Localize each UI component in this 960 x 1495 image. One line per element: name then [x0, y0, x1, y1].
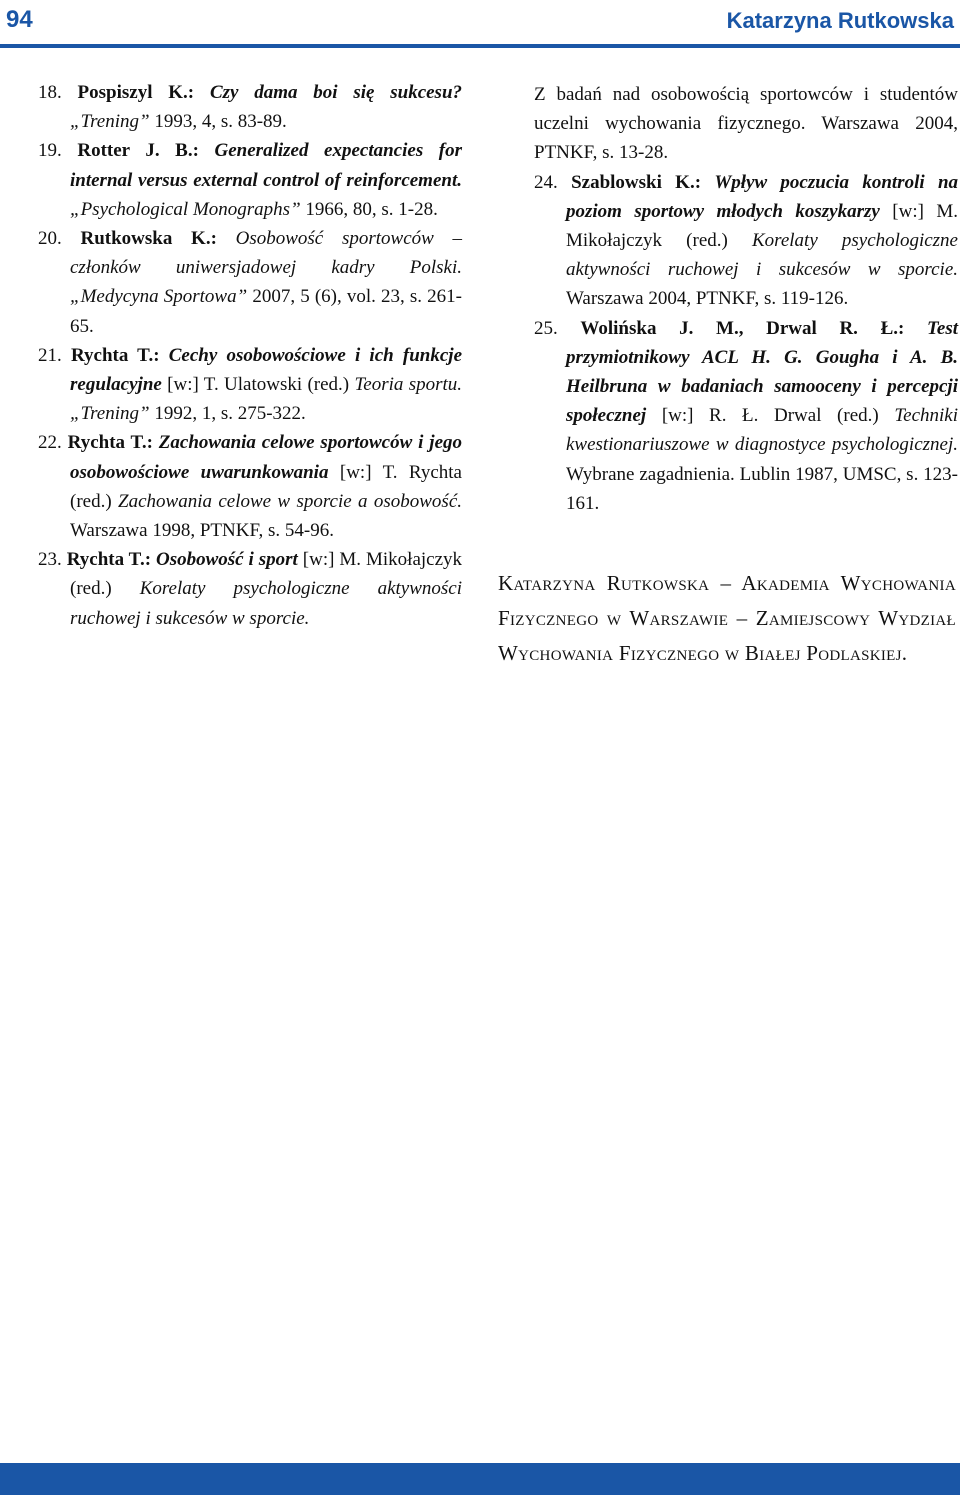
- ref-author: Wolińska J. M., Drwal R. Ł.:: [580, 317, 905, 339]
- reference-19: [38, 136, 462, 224]
- ref-title: Wpływ poczucia kontroli na poziom sportowy młodych koszykarzy: [566, 171, 959, 222]
- reference-24: [534, 168, 958, 314]
- ref-title: Generalized expectancies for internal versus external control of reinforcement.: [70, 140, 463, 191]
- ref-title: Osobowość i sport: [155, 549, 298, 571]
- ref-author: Rychta T.:: [66, 549, 152, 571]
- ref-book: Zachowania celowe w sporcie a osobowość.: [118, 490, 463, 512]
- reference-23-continued: [534, 80, 958, 168]
- ref-author: Pospiszyl K.:: [77, 82, 195, 103]
- ref-details: 1993, 4, s. 83-89.: [154, 111, 287, 133]
- ref-details: 1966, 80, s. 1-28.: [305, 198, 438, 220]
- ref-title: Zachowania celowe sportowców i jego osobowościowe uwarunkowania: [70, 432, 463, 483]
- page-header: [0, 0, 960, 48]
- ref-details: Wybrane zagadnienia. Lublin 1987, UMSC, s. 123-161.: [566, 463, 958, 514]
- ref-editor: [w:] T. Rychta (red.): [70, 461, 462, 512]
- ref-book: Teoria sportu.: [354, 374, 463, 396]
- ref-number: 19.: [38, 140, 62, 162]
- author-affiliation: Katarzyna Rutkowska – Akademia Wychowania Fizycznego w Warszawie – Zamiejscowy Wydział Wychowania Fizycznego w Białej Podlaskiej.: [498, 571, 956, 666]
- ref-number: 24.: [534, 171, 558, 193]
- running-head: Katarzyna Rutkowska: [726, 8, 954, 33]
- ref-title: Osobowość sportowców – członków uniwersjadowej kadry Polski.: [70, 228, 463, 279]
- ref-book: Korelaty psychologiczne aktywności ruchowej i sukcesów w sporcie.: [70, 578, 462, 629]
- ref-number: 20.: [38, 228, 62, 250]
- ref-author: Rychta T.:: [70, 344, 160, 366]
- page-number: 94: [6, 6, 33, 33]
- ref-book: Korelaty psychologiczne aktywności ruchowej i sukcesów w sporcie.: [566, 230, 958, 281]
- ref-details: Warszawa 2004, PTNKF, s. 119-126.: [566, 288, 849, 310]
- ref-number: 25.: [534, 317, 558, 339]
- ref-title: Test przymiotnikowy ACL H. G. Gougha i A. B. Heilbruna w badaniach samooceny i percepcji społecznej: [566, 317, 958, 427]
- ref-editor: [w:] M. Mikołajczyk (red.): [70, 549, 463, 600]
- ref-number: 22.: [38, 432, 62, 454]
- ref-journal: „Medycyna Sportowa”: [70, 286, 248, 308]
- ref-author: Szablowski K.:: [571, 171, 702, 193]
- reference-18: [38, 78, 462, 136]
- ref-number: 21.: [38, 344, 62, 366]
- ref-book: Techniki kwestionariuszowe w diagnostyce psychologicznej.: [566, 405, 959, 456]
- ref-journal: „Trening”: [70, 403, 150, 425]
- ref-details: 1992, 1, s. 275-322.: [154, 403, 306, 425]
- reference-21: [38, 341, 462, 429]
- ref-author: Rychta T.:: [67, 432, 153, 454]
- right-column: [498, 80, 959, 671]
- reference-25: [534, 314, 958, 518]
- ref-editor: [w:] T. Ulatowski (red.): [167, 374, 350, 396]
- ref-details: Warszawa 1998, PTNKF, s. 54-96.: [70, 520, 334, 542]
- ref-editor: [w:] M. Mikołajczyk (red.): [566, 200, 959, 252]
- left-column: [38, 78, 462, 633]
- ref-number: 18.: [38, 82, 62, 103]
- ref-editor: [w:] R. Ł. Drwal (red.): [661, 405, 879, 427]
- ref-journal: „Trening”: [70, 111, 150, 133]
- ref-journal: „Psychological Monographs”: [70, 198, 301, 220]
- ref-book: Z badań nad osobowością sportowców i studentów uczelni wychowania fizycznego.: [534, 84, 958, 135]
- footer-bar: [0, 1463, 960, 1495]
- ref-author: Rotter J. B.:: [77, 140, 199, 162]
- reference-22: [38, 428, 462, 545]
- ref-title: Cechy osobowościowe i ich funkcje regulacyjne: [70, 344, 463, 396]
- ref-details: Warszawa 2004, PTNKF, s. 13-28.: [534, 113, 958, 164]
- ref-author: Rutkowska K.:: [80, 228, 217, 250]
- ref-number: 23.: [38, 549, 62, 571]
- reference-23: [38, 545, 462, 633]
- ref-title: Czy dama boi się sukcesu?: [209, 82, 463, 103]
- ref-details: 2007, 5 (6), vol. 23, s. 261-65.: [70, 286, 463, 337]
- reference-20: [38, 224, 462, 341]
